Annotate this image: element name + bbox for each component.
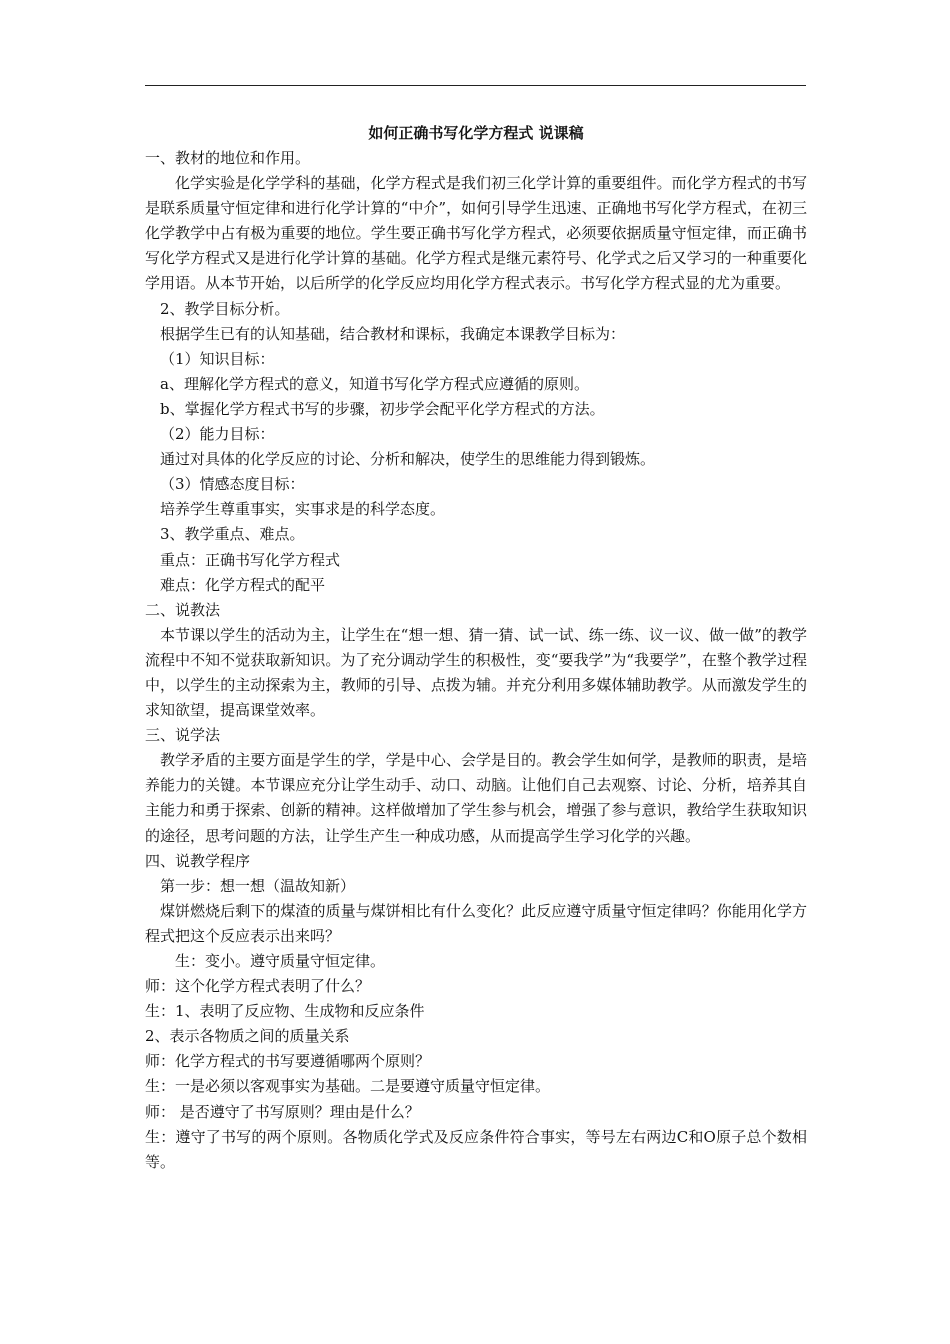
section-heading: 一、教材的地位和作用。 [145, 149, 311, 167]
dialogue-line: 生：一是必须以客观事实为基础。二是要遵守质量守恒定律。 [145, 1077, 551, 1096]
dialogue-line: 2、表示各物质之间的质量关系 [145, 1027, 350, 1046]
question-paragraph: 煤饼燃烧后剩下的煤渣的质量与煤饼相比有什么变化？此反应遵守质量守恒定律吗？你能用化学方程式把这个反应表示出来吗？ [145, 901, 807, 945]
dialogue-line: 师： 是否遵守了书写原则？理由是什么？ [145, 1102, 420, 1121]
document-body [145, 121, 807, 1175]
goal-heading: （3）情感态度目标： [160, 475, 305, 494]
dialogue-line: 生：1、表明了反应物、生成物和反应条件 [145, 1002, 425, 1021]
paragraph: 化学实验是化学学科的基础，化学方程式是我们初三化学计算的重要组件。而化学方程式的书写是联系质量守恒定律和进行化学计算的“中介”，如何引导学生迅速、正确地书写化学方程式，在初三化学教学中占有极为重要的地位。学生要正确书写化学方程式，必须要依据质量守恒定律，而正确书写化学方程式又是进行化学计算的基础。化学方程式是继元素符号、化学式之后又学习的一种重要化学用语。从本节开始，以后所学的化学反应均用化学方程式表示。书写化学方程式显的尤为重要。 [145, 174, 807, 293]
dialogue-line: 师：这个化学方程式表明了什么？ [145, 977, 371, 996]
subsection-heading: 3、教学重点、难点。 [160, 525, 305, 544]
goal-item: b、掌握化学方程式书写的步骤，初步学会配平化学方程式的方法。 [160, 399, 605, 418]
difficult-point: 难点：化学方程式的配平 [160, 575, 326, 594]
subsection-heading: 2、教学目标分析。 [160, 299, 290, 318]
section-heading: 三、说学法 [145, 726, 221, 745]
header-rule [145, 85, 806, 86]
goal-item: a、理解化学方程式的意义，知道书写化学方程式应遵循的原则。 [160, 374, 589, 393]
section-heading: 二、说教法 [145, 600, 221, 619]
goal-item: 培养学生尊重事实，实事求是的科学态度。 [160, 500, 446, 519]
dialogue-line: 师：化学方程式的书写要遵循哪两个原则？ [145, 1052, 431, 1071]
paragraph: 教学矛盾的主要方面是学生的学，学是中心、会学是目的。教会学生如何学，是教师的职责，是培养能力的关键。本节课应充分让学生动手、动口、动脑。让他们自己去观察、讨论、分析，培养其自主能力和勇于探索、创新的精神。这样做增加了学生参与机会，增强了参与意识，教给学生获取知识的途径，思考问题的方法，让学生产生一种成功感，从而提高学生学习化学的兴趣。 [145, 751, 807, 845]
goal-item: 通过对具体的化学反应的讨论、分析和解决，使学生的思维能力得到锻炼。 [160, 450, 656, 469]
section-heading: 四、说教学程序 [145, 851, 251, 870]
goal-heading: （2）能力目标： [160, 425, 275, 444]
dialogue-paragraph: 生：遵守了书写的两个原则。各物质化学式及反应条件符合事实，等号左右两边C和O原子总个数相等。 [145, 1127, 807, 1171]
step-heading: 第一步：想一想（温故知新） [160, 876, 356, 895]
paragraph: 本节课以学生的活动为主，让学生在“想一想、猜一猜、试一试、练一练、议一议、做一做”的教学流程中不知不觉获取新知识。为了充分调动学生的积极性，变“要我学”为“我要学”，在整个教学过程中，以学生的主动探索为主，教师的引导、点拨为辅。并充分利用多媒体辅助教学。从而激发学生的求知欲望，提高课堂效率。 [145, 625, 807, 720]
document-title: 如何正确书写化学方程式 说课稿 [368, 124, 584, 142]
text-line: 根据学生已有的认知基础，结合教材和课标，我确定本课教学目标为： [160, 324, 626, 343]
goal-heading: （1）知识目标： [160, 349, 275, 368]
dialogue-line: 生：变小。遵守质量守恒定律。 [175, 952, 386, 970]
key-point: 重点：正确书写化学方程式 [160, 550, 341, 569]
